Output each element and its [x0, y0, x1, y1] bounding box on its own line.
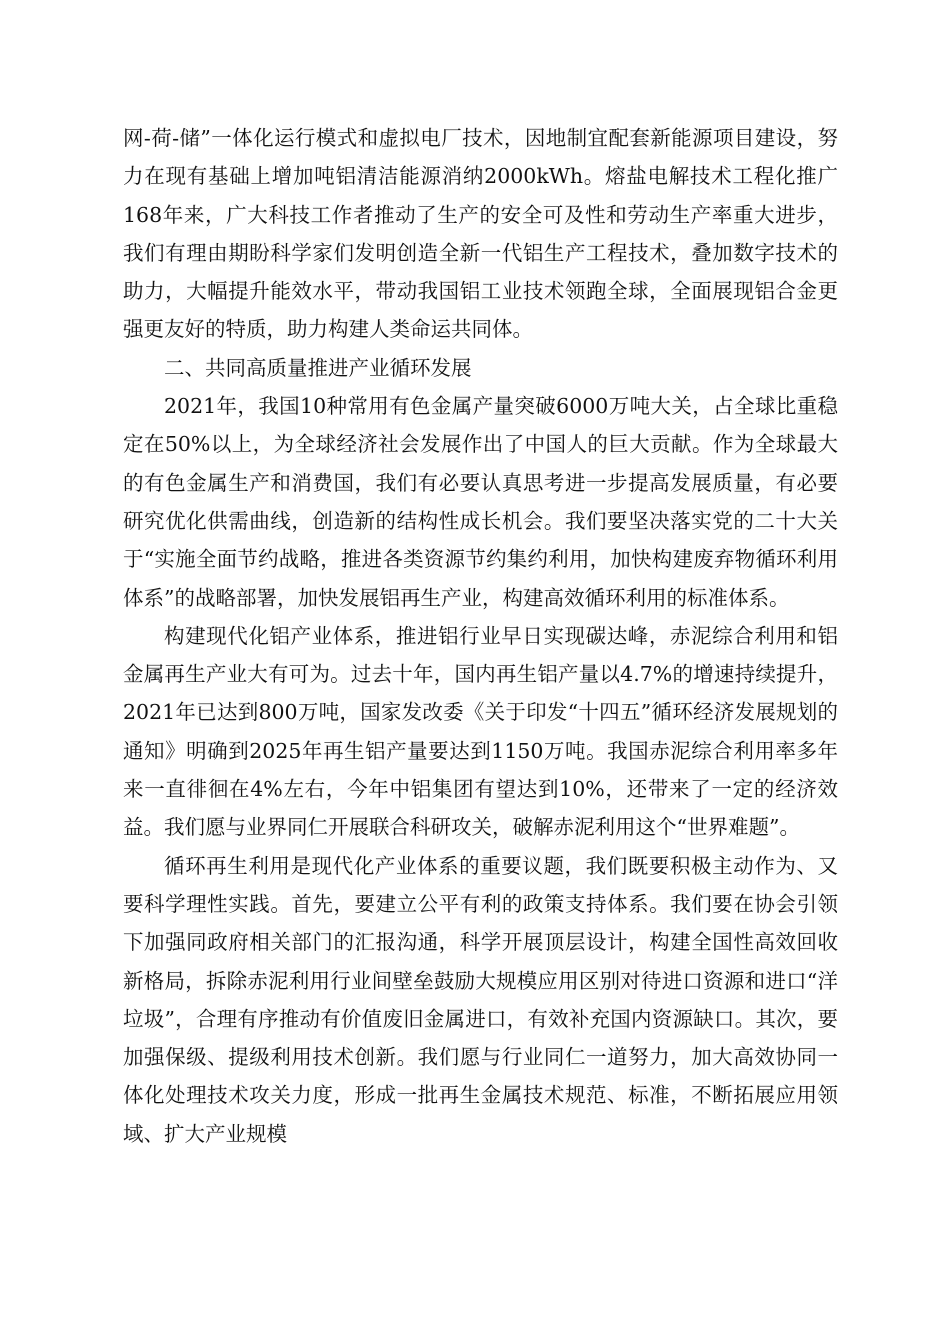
paragraph: 构建现代化铝产业体系，推进铝行业早日实现碳达峰，赤泥综合利用和铝金属再生产业大有可为。过去十年，国内再生铝产量以4.7%的增速持续提升，2021年已达到800万吨，国家发改委《关于印发“十四五”循环经济发展规划的通知》明确到2025年再生铝产量要达到1150万吨。我国赤泥综合利用率多年来一直徘徊在4%左右，今年中铝集团有望达到10%，还带来了一定的经济效益。我们愿与业界同仁开展联合科研攻关，破解赤泥利用这个“世界难题”。 — [123, 623, 838, 840]
section-heading: 二、共同高质量推进产业循环发展 — [164, 355, 472, 380]
paragraph-continuation: 网-荷-储”一体化运行模式和虚拟电厂技术，因地制宜配套新能源项目建设，努力在现有基础上增加吨铝清洁能源消纳2000kWh。熔盐电解技术工程化推广168年来，广大科技工作者推动了生产的安全可及性和劳动生产率重大进步，我们有理由期盼科学家们发明创造全新一代铝生产工程技术，叠加数字技术的助力，大幅提升能效水平，带动我国铝工业技术领跑全球，全面展现铝合金更强更友好的特质，助力构建人类命运共同体。 — [123, 126, 838, 342]
paragraph: 循环再生利用是现代化产业体系的重要议题，我们既要积极主动作为、又要科学理性实践。首先，要建立公平有利的政策支持体系。我们要在协会引领下加强同政府相关部门的汇报沟通，科学开展顶层设计，构建全国性高效回收新格局，拆除赤泥利用行业间壁垒鼓励大规模应用区别对待进口资源和进口“洋垃圾”，合理有序推动有价值废旧金属进口，有效补充国内资源缺口。其次，要加强保级、提级利用技术创新。我们愿与行业同仁一道努力，加大高效协同一体化处理技术攻关力度，形成一批再生金属技术规范、标准，不断拓展应用领域、扩大产业规模 — [123, 853, 838, 1146]
paragraph: 2021年，我国10种常用有色金属产量突破6000万吨大关，占全球比重稳定在50%以上，为全球经济社会发展作出了中国人的巨大贡献。作为全球最大的有色金属生产和消费国，我们有必要认真思考进一步提高发展质量，有必要研究优化供需曲线，创造新的结构性成长机会。我们要坚决落实党的二十大关于“实施全面节约战略，推进各类资源节约集约利用，加快构建废弃物循环利用体系”的战略部署，加快发展铝再生产业，构建高效循环利用的标准体系。 — [123, 394, 838, 610]
document-body — [123, 119, 838, 1153]
